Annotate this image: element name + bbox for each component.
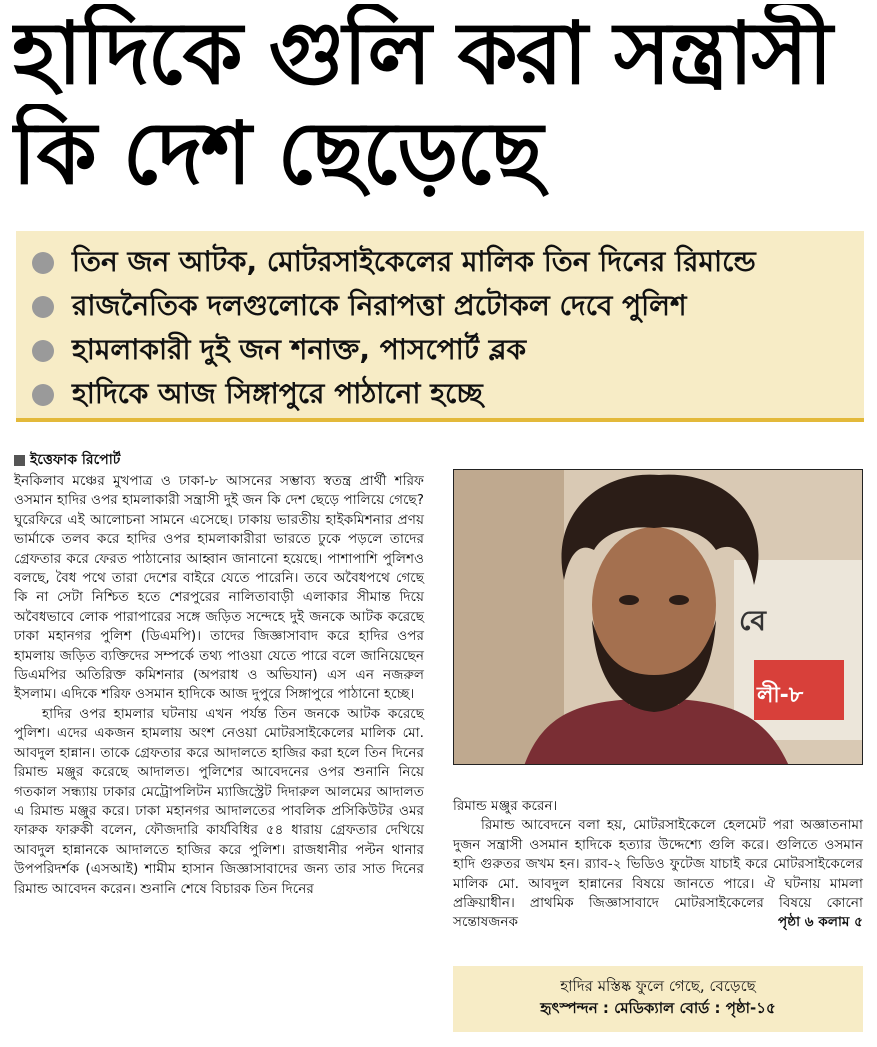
article-paragraph: হাদির ওপর হামলার ঘটনায় এখন পর্যন্ত তিন জনকে আটক করেছে পুলিশ। এদের একজন হামলায় অংশ নেওয়া মোটরসাইকেলের মালিক মো. আবদুল হান্নান। তাকে গ্রেফতার করে আদালতে হাজির করা হলে তিন দিনের রিমান্ড মঞ্জুর করেছে আদালত। পুলিশের আবেদনের ওপর শুনানি নিয়ে গতকাল সন্ধ্যায় ঢাকার মেট্রোপলিটন ম্যাজিস্ট্রেট দিদারুল আলমের আদালত এ রিমান্ড মঞ্জুর করে। ঢাকা মহানগর আদালতের পাবলিক প্রসিকিউটর ওমর ফারুক ফারুকী বলেন, ফৌজদারি কার্যবিধির ৫৪ ধারায় গ্রেফতার দেখিয়ে আবদুল হান্নানকে আদালতে হাজির করে পুলিশ। রাজধানীর পল্টন থানার উপপরিদর্শক (এসআই) শামীম হাসান জিজ্ঞাসাবাদের জন্য তার সাত দিনের রিমান্ড আবেদন করেন। শুনানি শেষে বিচারক তিন দিনের bbox=[14, 705, 424, 897]
poster-text: বে bbox=[739, 604, 766, 637]
highlight-text: রাজনৈতিক দলগুলোকে নিরাপত্তা প্রটোকল দেবে পুলিশ bbox=[72, 288, 687, 322]
portrait-photo bbox=[453, 469, 863, 765]
highlight-text: হাদিকে আজ সিঙ্গাপুরে পাঠানো হচ্ছে bbox=[72, 376, 483, 410]
highlight-text: তিন জন আটক, মোটরসাইকেলের মালিক তিন দিনের রিমান্ডে bbox=[72, 244, 756, 278]
poster-text: লী-৮ bbox=[757, 683, 804, 708]
related-news-line-1: হাদির মস্তিষ্ক ফুলে গেছে, বেড়েছে bbox=[560, 977, 756, 995]
byline-text: ইত্তেফাক রিপোর্ট bbox=[30, 452, 121, 468]
bullet-icon bbox=[32, 384, 54, 406]
bullet-icon bbox=[32, 340, 54, 362]
bullet-icon bbox=[32, 252, 54, 274]
article-column-right bbox=[453, 797, 863, 933]
highlights-box bbox=[16, 231, 864, 422]
portrait-image bbox=[454, 470, 863, 765]
headline bbox=[12, 4, 862, 204]
article-paragraph-text: রিমান্ড আবেদনে বলা হয়, মোটরসাইকেলে হেলমেট পরা অজ্ঞাতনামা দুজন সন্ত্রাসী ওসমান হাদিকে হত্যার উদ্দেশ্যে গুলি করে। গুলিতে ওসমান হাদি গুরুতর জখম হন। র‍্যাব-২ ভিডিও ফুটেজ যাচাই করে মোটরসাইকেলের মালিক মো. আবদুল হান্নানের বিষয়ে জানতে পারে। ঐ ঘটনায় মামলা প্রক্রিয়াধীন। প্রাথমিক জিজ্ঞাসাবাদে মোটরসাইকেলের বিষয়ে কোনো সন্তোষজনক bbox=[453, 817, 863, 931]
related-news-line-2: হৃৎস্পন্দন : মেডিক্যাল বোর্ড : পৃষ্ঠা-১৫ bbox=[540, 999, 776, 1017]
headline-line-2: কি দেশ ছেড়েছে bbox=[12, 104, 542, 204]
article-paragraph: ইনকিলাব মঞ্চের মুখপাত্র ও ঢাকা-৮ আসনের সম্ভাব্য স্বতন্ত্র প্রার্থী শরিফ ওসমান হাদির ওপর হামলাকারী সন্ত্রাসী দুই জন কি দেশ ছেড়ে পালিয়ে গেছে? ঘুরেফিরে এই আলোচনা সামনে এসেছে। ঢাকায় ভারতীয় হাইকমিশনার প্রণয় ভার্মাকে তলব করে হাদির ওপর হামলাকারীরা ভারতে ঢুকে পড়লে তাদের গ্রেফতার করে ফেরত পাঠানোর আহ্বান জানানো হয়েছে। পাশাপাশি পুলিশও বলছে, বৈধ পথে তারা দেশের বাইরে যেতে পারেনি। তবে অবৈধপথে গেছে কি না সেটা নিশ্চিত হতে শেরপুরের নালিতাবাড়ী এলাকার সীমান্ত দিয়ে অবৈধভাবে লোক পারাপারের সঙ্গে জড়িত সন্দেহে দুই জনকে আটক করেছে ঢাকা মহানগর পুলিশ (ডিএমপি)। তাদের জিজ্ঞাসাবাদ করে হাদির ওপর হামলায় জড়িত ব্যক্তিদের সম্পর্কে তথ্য পাওয়া যেতে পারে বলে জানিয়েছেন ডিএমপির অতিরিক্ত কমিশনার (অপরাধ ও অভিযান) এস এন নজরুল ইসলাম। এদিকে শরিফ ওসমান হাদিকে আজ দুপুরে সিঙ্গাপুরে পাঠানো হচ্ছে। bbox=[14, 473, 424, 703]
page-jump-link[interactable]: পৃষ্ঠা ৬ কলাম ৫ bbox=[777, 914, 863, 931]
article-column-left bbox=[14, 472, 424, 899]
headline-line-1: হাদিকে গুলি করা সন্ত্রাসী bbox=[12, 4, 831, 104]
bullet-icon bbox=[32, 296, 54, 318]
article-paragraph: রিমান্ড মঞ্জুর করেন। bbox=[453, 798, 558, 814]
article-paragraph bbox=[453, 816, 863, 932]
square-icon bbox=[14, 455, 25, 466]
highlight-item bbox=[32, 373, 864, 417]
byline bbox=[14, 448, 120, 472]
highlight-text: হামলাকারী দুই জন শনাক্ত, পাসপোর্ট ব্লক bbox=[72, 332, 527, 366]
highlight-item bbox=[32, 241, 864, 285]
highlight-item bbox=[32, 285, 864, 329]
related-news-box[interactable] bbox=[453, 966, 863, 1032]
highlight-item bbox=[32, 329, 864, 373]
